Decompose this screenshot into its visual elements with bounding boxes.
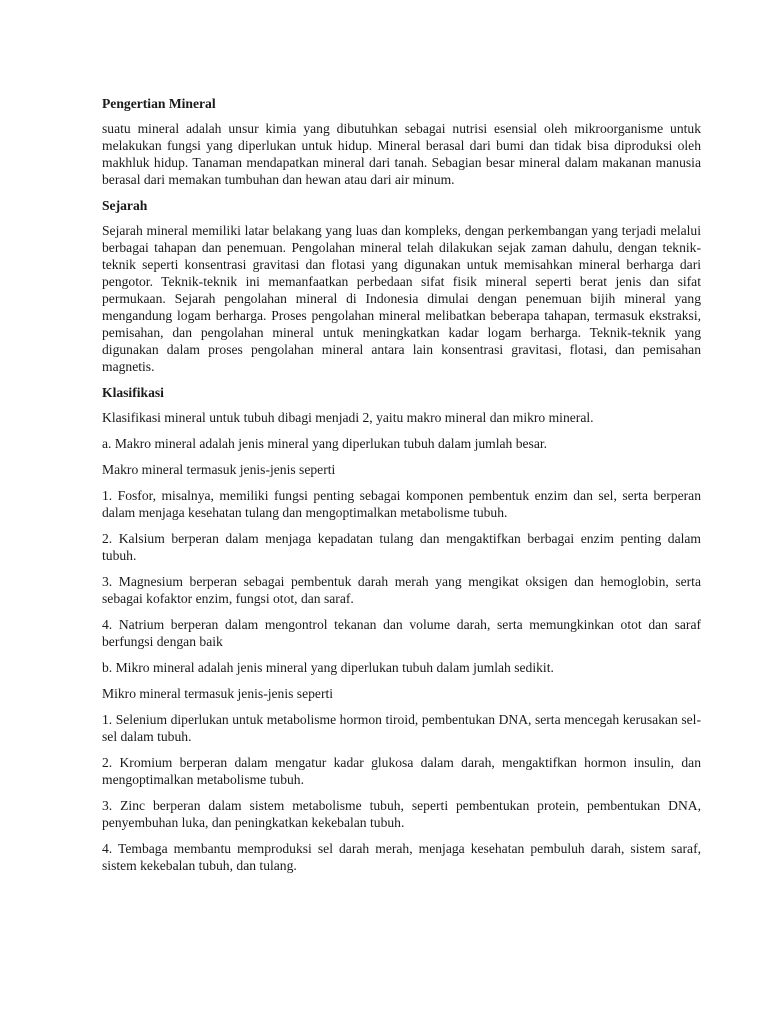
heading-klasifikasi: Klasifikasi — [102, 385, 164, 400]
document-page — [102, 95, 701, 883]
paragraph-makro-lead: Makro mineral termasuk jenis-jenis seperti — [102, 462, 336, 477]
list-item-makro-fosfor: 1. Fosfor, misalnya, memiliki fungsi penting sebagai komponen pembentuk enzim dan sel, serta berperan dalam menjaga kesehatan tulang dan mengoptimalkan metabolisme tubuh. — [102, 488, 701, 520]
list-item-mikro-tembaga: 4. Tembaga membantu memproduksi sel darah merah, menjaga kesehatan pembuluh darah, sistem saraf, sistem kekebalan tubuh, dan tulang. — [102, 841, 701, 873]
paragraph-klasifikasi-intro: Klasifikasi mineral untuk tubuh dibagi menjadi 2, yaitu makro mineral dan mikro mineral. — [102, 410, 594, 425]
list-item-makro-natrium: 4. Natrium berperan dalam mengontrol tekanan dan volume darah, serta memungkinkan otot dan saraf berfungsi dengan baik — [102, 617, 701, 649]
list-item-mikro-selenium: 1. Selenium diperlukan untuk metabolisme hormon tiroid, pembentukan DNA, serta mencegah kerusakan sel-sel dalam tubuh. — [102, 712, 701, 744]
list-item-makro-magnesium: 3. Magnesium berperan sebagai pembentuk darah merah yang mengikat oksigen dan hemoglobin, serta sebagai kofaktor enzim, fungsi otot, dan saraf. — [102, 574, 701, 606]
paragraph-mikro-lead: Mikro mineral termasuk jenis-jenis seperti — [102, 686, 334, 701]
list-item-mikro-kromium: 2. Kromium berperan dalam mengatur kadar glukosa dalam darah, mengaktifkan hormon insulin, dan mengoptimalkan metabolisme tubuh. — [102, 755, 701, 787]
paragraph-makro-definition: a. Makro mineral adalah jenis mineral yang diperlukan tubuh dalam jumlah besar. — [102, 436, 548, 451]
list-item-mikro-zinc: 3. Zinc berperan dalam sistem metabolisme tubuh, seperti pembentukan protein, pembentukan DNA, penyembuhan luka, dan peningkatkan kekebalan tubuh. — [102, 798, 701, 830]
paragraph-mikro-definition: b. Mikro mineral adalah jenis mineral yang diperlukan tubuh dalam jumlah sedikit. — [102, 660, 554, 675]
heading-sejarah: Sejarah — [102, 198, 148, 213]
list-item-makro-kalsium: 2. Kalsium berperan dalam menjaga kepadatan tulang dan mengaktifkan berbagai enzim penting dalam tubuh. — [102, 531, 701, 563]
paragraph-sejarah-body: Sejarah mineral memiliki latar belakang yang luas dan kompleks, dengan perkembangan yang terjadi melalui berbagai tahapan dan penemuan. Pengolahan mineral telah dilakukan sejak zaman dahulu, dengan teknik-teknik seperti konsentrasi gravitasi dan flotasi yang digunakan untuk memisahkan mineral berharga dari pengotor. Teknik-teknik ini memanfaatkan perbedaan sifat fisik mineral seperti berat jenis dan sifat permukaan. Sejarah pengolahan mineral di Indonesia dimulai dengan penemuan bijih mineral yang mengandung logam berharga. Proses pengolahan mineral melibatkan beberapa tahapan, termasuk ekstraksi, pemisahan, dan pengolahan mineral untuk meningkatkan kadar logam berharga. Teknik-teknik yang digunakan dalam proses pengolahan mineral antara lain konsentrasi gravitasi, flotasi, dan pemisahan magnetis. — [102, 223, 701, 374]
heading-pengertian-mineral: Pengertian Mineral — [102, 96, 216, 111]
paragraph-pengertian-body: suatu mineral adalah unsur kimia yang dibutuhkan sebagai nutrisi esensial oleh mikroorganisme untuk melakukan fungsi yang diperlukan untuk hidup. Mineral berasal dari bumi dan tidak bisa diproduksi oleh makhluk hidup. Tanaman mendapatkan mineral dari tanah. Sebagian besar mineral dalam makanan manusia berasal dari memakan tumbuhan dan hewan atau dari air minum. — [102, 121, 701, 187]
